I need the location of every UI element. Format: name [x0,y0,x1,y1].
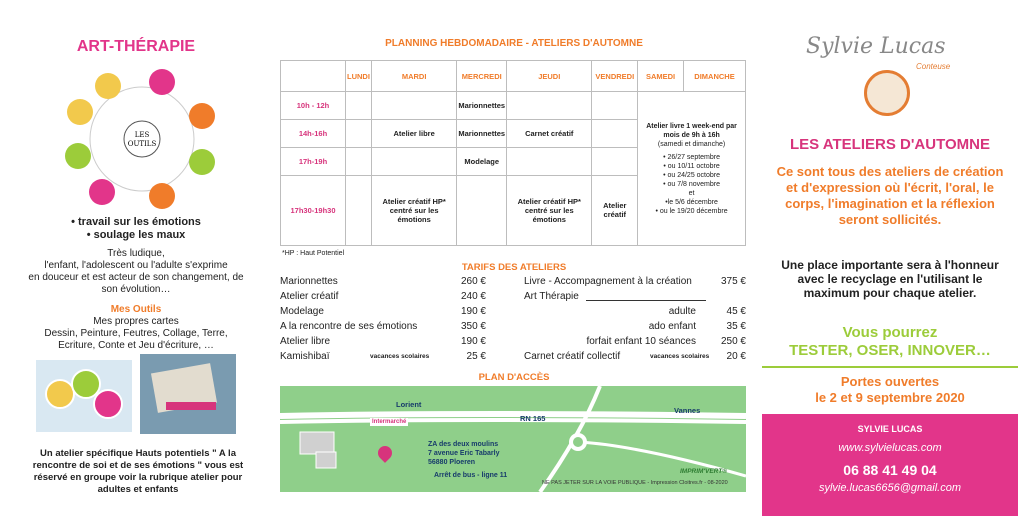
hp-atelier-text: Un atelier spécifique Hauts potentiels " A la rencontre de soi et de ses émotions " vous est réservé en groupe voir la rubrique atelier pour adultes et enfants [32,448,244,495]
activity-cell: Marionnettes [457,119,507,147]
time-cell: 17h30-19h30 [281,175,346,245]
tarif-price: 375 € [720,276,746,287]
activity-cell [592,147,638,175]
tarif-price: 25 € [466,351,486,362]
tarif-label: Atelier créatif [280,291,339,302]
tarif-label: A la rencontre de ses émotions [280,321,418,332]
outils-line: Mes propres cartes [93,316,179,327]
brand-subtitle: Conteuse [916,62,951,71]
intro-line: en douceur et est acteur de son changement, de son évolution… [28,272,244,295]
activity-cell [457,175,507,245]
map-label-lorient: Lorient [396,400,422,409]
activity-cell [592,92,638,120]
activity-cell [371,147,456,175]
contact-box [762,414,1018,516]
corner-cell [281,61,346,92]
intro-line: l'enfant, l'adolescent ou l'adulte s'exprime [44,260,228,271]
tarif-label: adulte [668,306,696,317]
day-header: VENDREDI [592,61,638,92]
tarif-label: forfait enfant 10 séances [586,336,696,347]
map-bus-stop: Arrêt de bus - ligne 11 [434,472,508,479]
tarif-label: Carnet créatif collectif [524,351,621,362]
activity-cell [371,92,456,120]
weekend-date: • ou 10/11 octobre [663,162,720,170]
time-cell: 10h - 12h [281,92,346,120]
wheel-center-label: LES [134,131,150,139]
weekend-date: • 26/27 septembre [663,153,721,161]
tarifs-title: TARIFS DES ATELIERS [461,262,567,273]
activity-cell: Atelier créatif HP* centré sur les émotions [507,175,592,245]
recyclage-text: Une place importante sera à l'honneur avec le recyclage en l'utilisant le maximum pour chaque atelier. [781,258,999,300]
tarif-row [524,291,746,304]
outils-wheel [62,64,222,214]
tarif-price: 190 € [460,336,486,347]
benefits-list [0,216,272,242]
vous-line: Vous pourrez [842,324,938,341]
panel-planning [272,0,756,530]
tarif-row [280,306,486,319]
tarif-row [280,291,486,304]
tarif-label: Livre - Accompagnement à la création [524,276,692,287]
benefit-emotions: • travail sur les émotions [71,216,201,228]
imprim-vert-logo: IMPRIM'VERT® [680,468,728,475]
tarif-price: 45 € [726,306,746,317]
weekend-date: • ou 7/8 novembre [663,180,721,188]
tarif-price: 250 € [720,336,746,347]
hp-note: *HP : Haut Potentiel [282,250,345,257]
tarif-label: Kamishibaï [280,351,330,362]
tarif-row [280,321,486,334]
map-address [428,440,499,467]
day-header: JEUDI [507,61,592,92]
portes-line: le 2 et 9 septembre 2020 [815,390,965,405]
outils-text [20,316,252,352]
panel-art-therapie [0,0,272,530]
weekend-sub: (samedi et dimanche) [657,140,726,148]
table-row [281,92,746,120]
tarif-underline [586,300,706,301]
activity-cell: Atelier créatif HP* centré sur les émotions [371,175,456,245]
day-header: MERCREDI [457,61,507,92]
weekend-cell [638,92,746,246]
svg-text:OUTILS: OUTILS [127,140,157,148]
outils-title: Mes Outils [110,304,162,315]
tester-oser-innover [756,324,1024,360]
weekend-date: •le 5/6 décembre [665,198,718,206]
contact-name: SYLVIE LUCAS [857,424,923,434]
activity-cell: Modelage [457,147,507,175]
intro-text [20,248,252,296]
map-roads [280,386,746,492]
ateliers-title: LES ATELIERS D'AUTOMNE [790,136,990,153]
activity-cell [346,119,372,147]
brand-logo-text: Sylvie Lucas [806,34,946,59]
activity-cell: Atelier créatif [592,175,638,245]
contact-phone[interactable]: 06 88 41 49 04 [843,462,937,478]
activity-cell [507,147,592,175]
day-header: DIMANCHE [684,61,746,92]
activity-cell [346,147,372,175]
art-therapie-title: ART-THÉRAPIE [76,38,196,55]
map-label-vannes: Vannes [674,406,701,415]
intermarche-logo: Intermarché [372,419,407,425]
tarif-label: Marionnettes [280,276,338,287]
weekend-date: et [688,189,695,197]
activity-cell [346,175,372,245]
benefit-maux: • soulage les maux [86,229,186,241]
tarif-price: 35 € [726,321,746,332]
tarif-price: 240 € [460,291,486,302]
time-cell: 14h-16h [281,119,346,147]
tarif-row [524,276,746,289]
activity-cell [507,92,592,120]
tarif-label: Atelier libre [280,336,331,347]
panel-ateliers [756,0,1024,530]
day-header: LUNDI [346,61,372,92]
tarif-label: ado enfant [648,321,696,332]
planning-title: PLANNING HEBDOMADAIRE - ATELIERS D'AUTOMNE [385,38,643,49]
table-header-row [281,61,746,92]
tarif-row [280,351,486,364]
tarif-price: 350 € [460,321,486,332]
outils-line: Ecriture, Conte et Jeu d'écriture, … [58,340,214,351]
contact-website-link[interactable]: www.sylvielucas.com [838,442,942,454]
tarif-label: Art Thérapie [524,291,579,302]
tarif-row [280,336,486,349]
weekend-date: • ou 24/25 octobre [663,171,721,179]
plan-acces-title: PLAN D'ACCÈS [478,372,550,383]
address-line: 56880 Ploeren [428,459,476,466]
tarif-row [524,351,746,364]
tarif-row [280,276,486,289]
time-cell: 17h-19h [281,147,346,175]
tarif-row [524,321,746,334]
activity-cell: Atelier libre [371,119,456,147]
brand-emblem [864,70,910,116]
portes-ouvertes [756,374,1024,406]
day-header: SAMEDI [638,61,684,92]
activity-cell [346,92,372,120]
activity-cell: Carnet créatif [507,119,592,147]
tarif-price: 260 € [460,276,486,287]
outils-photos [36,354,236,434]
tarif-row [524,336,746,349]
contact-email-link[interactable]: sylvie.lucas6656@gmail.com [818,482,961,494]
outils-line: Dessin, Peinture, Feutres, Collage, Terre, [44,328,228,339]
planning-table [280,60,746,246]
intro-line: Très ludique, [107,248,165,259]
tarif-label: Modelage [280,306,324,317]
tarif-price: 20 € [726,351,746,362]
green-separator [762,366,1018,368]
weekend-title: Atelier livre 1 week-end par mois de 9h à 16h [646,122,737,139]
tarif-price: 190 € [460,306,486,317]
access-map [280,386,746,492]
vous-line: TESTER, OSER, INNOVER… [789,342,991,359]
tarif-note: vacances scolaires [370,353,430,360]
portes-line: Portes ouvertes [840,374,940,389]
tarif-note: vacances scolaires [650,353,710,360]
map-footer: NE PAS JETER SUR LA VOIE PUBLIQUE - Impression Cloitres.fr - 08-2020 [542,480,728,486]
creation-text: Ce sont tous des ateliers de création et d'expression où l'écrit, l'oral, le corps, l'imagination et la réflexion seront sollicités. [776,164,1004,227]
activity-cell: Marionnettes [457,92,507,120]
address-line: 7 avenue Eric Tabarly [428,450,500,457]
address-line: ZA des deux moulins [428,441,499,448]
weekend-date: • ou le 19/20 décembre [655,207,728,215]
map-label-rn165: RN 165 [520,414,546,423]
day-header: MARDI [371,61,456,92]
tarif-row [524,306,746,319]
activity-cell [592,119,638,147]
